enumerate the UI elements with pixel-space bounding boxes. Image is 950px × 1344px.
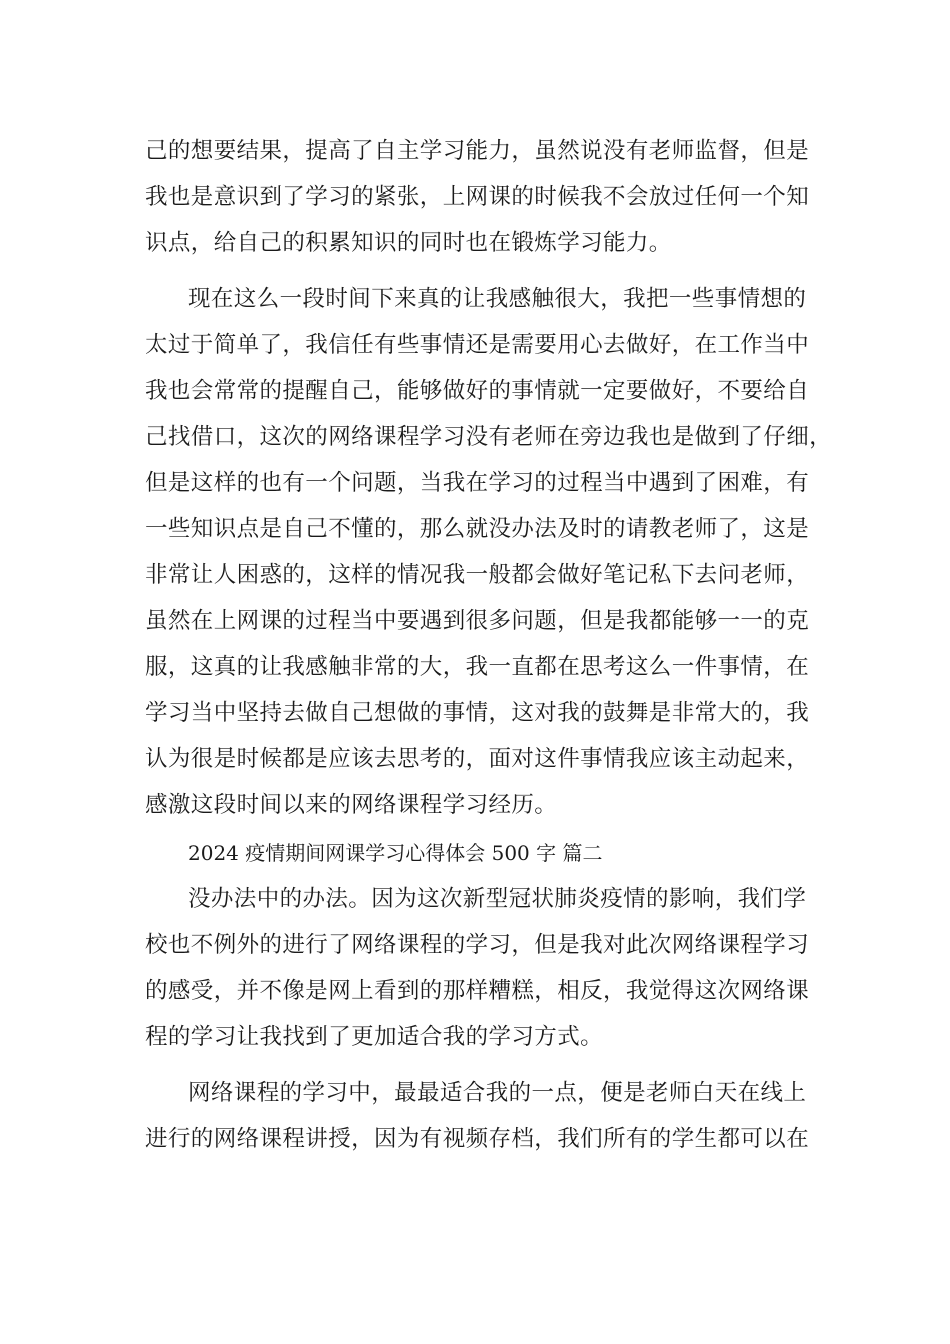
- paragraph-line: 服，这真的让我感触非常的大，我一直都在思考这么一件事情，在: [145, 654, 810, 680]
- paragraph-line: 识点，给自己的积累知识的同时也在锻炼学习能力。: [145, 230, 672, 256]
- paragraph-line: 没办法中的办法。因为这次新型冠状肺炎疫情的影响，我们学: [188, 886, 807, 912]
- paragraph-line: 一些知识点是自己不懂的，那么就没办法及时的请教老师了，这是: [145, 516, 810, 542]
- paragraph-line: 程的学习让我找到了更加适合我的学习方式。: [145, 1024, 604, 1050]
- paragraph-line: 非常让人困惑的，这样的情况我一般都会做好笔记私下去问老师，: [145, 562, 810, 588]
- paragraph-line: 现在这么一段时间下来真的让我感触很大，我把一些事情想的: [188, 286, 807, 312]
- paragraph-line: 我也会常常的提醒自己，能够做好的事情就一定要做好，不要给自: [145, 378, 810, 404]
- paragraph-line: 我也是意识到了学习的紧张，上网课的时候我不会放过任何一个知: [145, 184, 810, 210]
- paragraph-line: 但是这样的也有一个问题，当我在学习的过程当中遇到了困难，有: [145, 470, 810, 496]
- paragraph-line: 进行的网络课程讲授，因为有视频存档，我们所有的学生都可以在: [145, 1126, 810, 1152]
- paragraph-line: 的感受，并不像是网上看到的那样糟糕，相反，我觉得这次网络课: [145, 978, 810, 1004]
- paragraph-line: 网络课程的学习中，最最适合我的一点，便是老师白天在线上: [188, 1080, 807, 1106]
- section-heading: 2024 疫情期间网课学习心得体会 500 字 篇二: [188, 841, 603, 865]
- paragraph-line: 感激这段时间以来的网络课程学习经历。: [145, 792, 558, 818]
- paragraph-line: 己的想要结果，提高了自主学习能力，虽然说没有老师监督，但是: [145, 138, 810, 164]
- paragraph-line: 校也不例外的进行了网络课程的学习，但是我对此次网络课程学习: [145, 932, 810, 958]
- paragraph-line: 认为很是时候都是应该去思考的，面对这件事情我应该主动起来，: [145, 746, 810, 772]
- paragraph-line: 虽然在上网课的过程当中要遇到很多问题，但是我都能够一一的克: [145, 608, 810, 634]
- paragraph-line: 学习当中坚持去做自己想做的事情，这对我的鼓舞是非常大的，我: [145, 700, 810, 726]
- paragraph-line: 太过于简单了，我信任有些事情还是需要用心去做好，在工作当中: [145, 332, 810, 358]
- paragraph-line: 己找借口，这次的网络课程学习没有老师在旁边我也是做到了仔细，: [145, 424, 833, 450]
